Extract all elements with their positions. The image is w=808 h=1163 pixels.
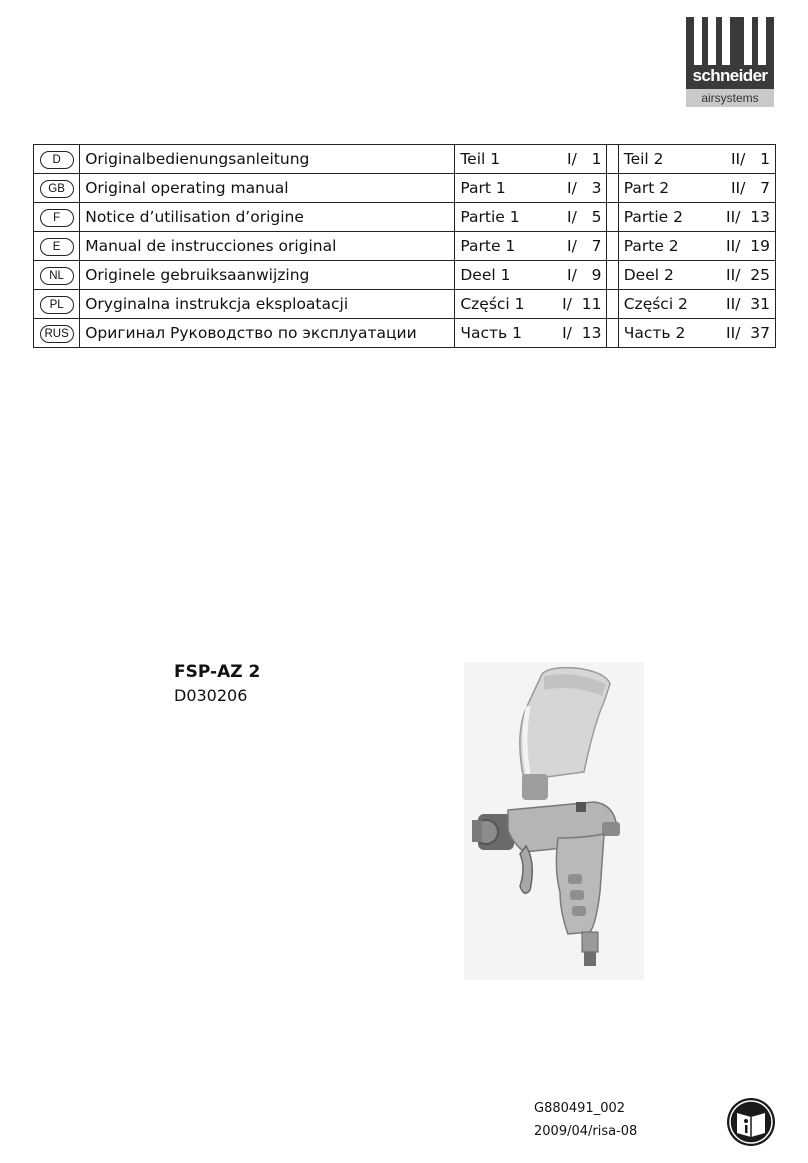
part-2-page	[709, 319, 775, 348]
part-1-page-text: I/ 13	[562, 324, 602, 342]
separator-cell	[607, 232, 618, 261]
product-block	[174, 662, 260, 705]
index-row	[34, 261, 776, 290]
part-2-page-text: II/ 7	[730, 179, 770, 197]
manual-title-text: Oryginalna instrukcja eksploatacji	[85, 295, 349, 313]
part-2-label-text: Części 2	[623, 295, 688, 313]
manual-title-text: Manual de instrucciones original	[85, 237, 337, 255]
part-2-page-text: II/ 25	[726, 266, 770, 284]
language-flag	[34, 261, 80, 290]
part-2-page	[709, 145, 775, 174]
manual-title-text: Originalbedienungsanleitung	[85, 150, 310, 168]
part-1-page	[540, 174, 607, 203]
part-1-page	[540, 261, 607, 290]
index-row	[34, 174, 776, 203]
index-row	[34, 319, 776, 348]
part-1-page	[540, 319, 607, 348]
document-date: 2009/04/risa-08	[534, 1124, 638, 1139]
language-flag	[34, 145, 80, 174]
index-row	[34, 203, 776, 232]
document-number-block	[534, 1097, 637, 1143]
part-2-page	[709, 290, 775, 319]
part-2-label-text: Часть 2	[623, 324, 686, 342]
part-2-label-text: Parte 2	[623, 237, 679, 255]
manual-index-table	[33, 144, 776, 348]
separator-cell	[607, 261, 618, 290]
part-2-page-text: II/ 1	[730, 150, 770, 168]
part-2-page	[709, 174, 775, 203]
part-1-page	[540, 203, 607, 232]
language-code: F	[40, 209, 74, 227]
read-manual-icon	[726, 1097, 776, 1147]
language-code: PL	[40, 296, 74, 314]
language-code: NL	[40, 267, 74, 285]
language-code: D	[40, 151, 74, 169]
manual-title-text: Originele gebruiksaanwijzing	[85, 266, 310, 284]
part-1-page-text: I/ 5	[567, 208, 602, 226]
manual-title-text: Оригинал Руководство по эксплуатации	[85, 324, 417, 342]
part-1-label	[455, 319, 540, 348]
part-1-label	[455, 232, 540, 261]
part-2-label-text: Teil 2	[623, 150, 664, 168]
part-1-label-text: Parte 1	[460, 237, 516, 255]
language-flag	[34, 203, 80, 232]
manual-title	[80, 261, 455, 290]
part-1-label	[455, 290, 540, 319]
part-1-label-text: Часть 1	[460, 324, 522, 342]
manual-title	[80, 232, 455, 261]
part-1-label	[455, 261, 540, 290]
part-2-page	[709, 232, 775, 261]
part-2-label	[618, 145, 709, 174]
separator-cell	[607, 290, 618, 319]
schneider-logo	[686, 17, 774, 107]
product-name: FSP-AZ 2	[174, 662, 261, 682]
language-code: E	[40, 238, 74, 256]
manual-title-text: Notice d’utilisation d’origine	[85, 208, 304, 226]
index-row	[34, 232, 776, 261]
separator-cell	[607, 203, 618, 232]
part-1-page-text: I/ 7	[567, 237, 602, 255]
separator-cell	[607, 145, 618, 174]
part-1-label	[455, 145, 540, 174]
manual-title-text: Original operating manual	[85, 179, 289, 197]
language-flag	[34, 319, 80, 348]
manual-title	[80, 174, 455, 203]
logo-brand: schneider	[692, 66, 768, 85]
part-2-label	[618, 174, 709, 203]
language-flag	[34, 232, 80, 261]
part-1-page	[540, 145, 607, 174]
part-1-label-text: Części 1	[460, 295, 525, 313]
part-1-page	[540, 290, 607, 319]
logo-bars	[686, 17, 774, 67]
part-2-label	[618, 290, 709, 319]
part-1-label	[455, 203, 540, 232]
part-2-page-text: II/ 31	[726, 295, 770, 313]
part-2-label	[618, 203, 709, 232]
language-flag	[34, 290, 80, 319]
part-1-page-text: I/ 3	[567, 179, 602, 197]
part-2-label	[618, 319, 709, 348]
part-2-page-text: II/ 13	[726, 208, 770, 226]
part-2-page-text: II/ 19	[726, 237, 770, 255]
part-2-page	[709, 261, 775, 290]
part-1-label-text: Part 1	[460, 179, 506, 197]
part-1-label-text: Partie 1	[460, 208, 520, 226]
part-2-page	[709, 203, 775, 232]
language-flag	[34, 174, 80, 203]
part-2-label	[618, 261, 709, 290]
language-code: GB	[40, 180, 74, 198]
separator-cell	[607, 174, 618, 203]
part-1-page	[540, 232, 607, 261]
language-code: RUS	[40, 325, 74, 343]
part-2-label	[618, 232, 709, 261]
part-2-label-text: Part 2	[623, 179, 670, 197]
part-1-label-text: Deel 1	[460, 266, 511, 284]
manual-title	[80, 290, 455, 319]
manual-title	[80, 203, 455, 232]
product-code: D030206	[174, 686, 248, 705]
manual-title	[80, 319, 455, 348]
part-1-label-text: Teil 1	[460, 150, 501, 168]
index-row	[34, 145, 776, 174]
part-1-label	[455, 174, 540, 203]
spray-gun-image	[464, 662, 644, 980]
part-2-label-text: Partie 2	[623, 208, 683, 226]
separator-cell	[607, 319, 618, 348]
part-2-page-text: II/ 37	[726, 324, 770, 342]
logo-subtitle: airsystems	[686, 89, 774, 107]
index-row	[34, 290, 776, 319]
part-1-page-text: I/ 11	[562, 295, 602, 313]
part-1-page-text: I/ 9	[567, 266, 602, 284]
manual-title	[80, 145, 455, 174]
part-1-page-text: I/ 1	[567, 150, 602, 168]
document-number: G880491_002	[534, 1101, 626, 1116]
part-2-label-text: Deel 2	[623, 266, 674, 284]
